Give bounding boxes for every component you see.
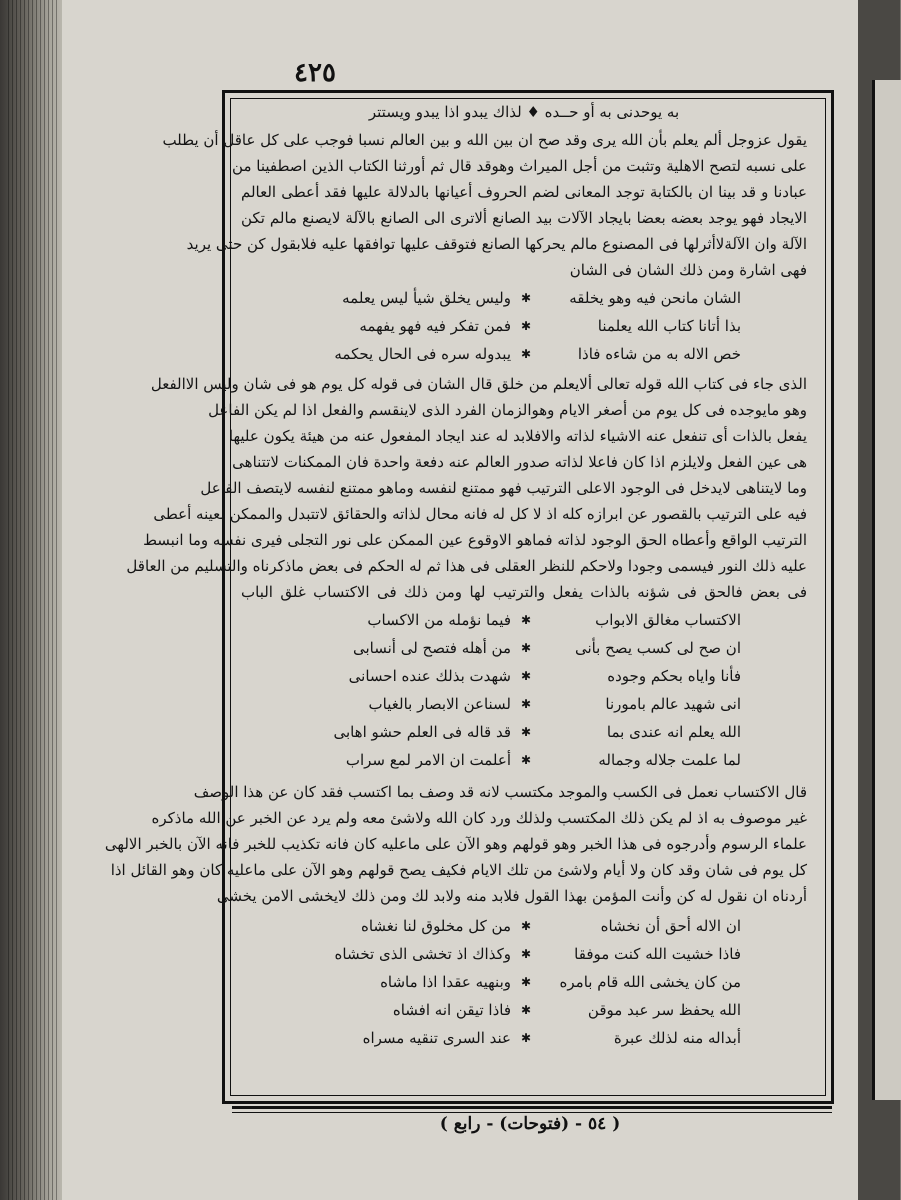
- verse-hemistich: من كل مخلوق لنا نغشاه: [361, 917, 511, 935]
- printer-signature: ( ٥٤ - (فتوحات) - رابع ): [439, 1114, 621, 1134]
- text-line: عبادنا و قد بينا ان بالكتابة توجد المعانى لضم الحروف أعيانها بالدلالة عليها فقد أعطى العالم: [241, 183, 807, 201]
- text-line: أردناه ان نقول له كن وأنت المؤمن بهذا القول فلابد منه ولابد لك ومن ذلك لايخشى الامن يخشى: [216, 887, 807, 905]
- verse-hemistich: الله يعلم انه عندى بما: [606, 723, 741, 741]
- text-line: وهو مايوجده فى كل يوم من أصغر الايام وهوالزمان الفرد الذى لاينقسم والفعل اذا لم يكن الفاعل: [208, 401, 807, 419]
- verse-hemistich: لما علمت جلاله وجماله: [598, 751, 741, 769]
- text-line: يقول عزوجل ألم يعلم بأن الله يرى وقد صح ان بين الله و بين العالم نسبا فوجب على كل عاقل أن يطلب: [162, 131, 807, 149]
- verse-hemistich: فاذا تيقن انه افشاه: [392, 1001, 511, 1019]
- verse: الشان مانحن فيه وهو يخلقه ✱ وليس يخلق شيأ ليس يعلمه: [311, 285, 741, 311]
- verse: لما علمت جلاله وجماله ✱ أعلمت ان الامر لمع سراب: [311, 747, 741, 773]
- verse-hemistich: فأنا واياه بحكم وجوده: [607, 667, 741, 685]
- verse-hemistich: من كان يخشى الله قام بامره: [559, 973, 741, 991]
- verse-hemistich: وكذاك اذ تخشى الذى تخشاه: [334, 945, 511, 963]
- text-line: الترتيب الواقع وأعطاه الحق الوجود لذاته فماهو الاوقوع عين الممكن على نور التجلى فيرى نفسه وما انبسط: [143, 531, 807, 549]
- text-line: كل يوم فى شان وقد كان ولا أيام ولاشئ من تلك الايام فكيف يصح قولهم وهو الآن على ماعليه كان وهو القائل اذا: [110, 861, 807, 879]
- verse-hemistich: من أهله فتصح لى أنسابى: [352, 639, 511, 657]
- facing-page-edge: [858, 0, 900, 1200]
- verse-hemistich: عند السرى تنقيه مسراه: [362, 1029, 511, 1047]
- text-line: الذى جاء فى كتاب الله قوله تعالى ألايعلم من خلق قال الشان فى قوله كل يوم هو فى شان وليس الاالفعل: [150, 375, 807, 393]
- verse: الله يحفظ سر عبد موقن ✱ فاذا تيقن انه افشاه: [311, 997, 741, 1023]
- footer-rule: [232, 1112, 832, 1113]
- text-line: هى عين الفعل ولايلزم اذا كان فاعلا لذاته صدور العالم عنه دفعة واحدة فان الممكنات لاتتناهى: [232, 453, 807, 471]
- verse-hemistich: فاذا خشيت الله كنت موفقا: [574, 945, 741, 963]
- verse: فأنا واياه بحكم وجوده ✱ شهدت بذلك عنده احسانى: [311, 663, 741, 689]
- text-line: علماء الرسوم وأدرجوه فى هذا الخبر وهو قولهم وهو الآن على ماعليه كان فانه تكذيب للخبر فانه الآن بالخبر الالهى: [104, 835, 807, 853]
- verse-hemistich: أعلمت ان الامر لمع سراب: [345, 751, 511, 769]
- verse: ان صح لى كسب يصح بأنى ✱ من أهله فتصح لى أنسابى: [311, 635, 741, 661]
- verse-hemistich: أبداله منه لذلك عبرة: [613, 1029, 741, 1047]
- verse-hemistich: بذا أتانا كتاب الله يعلمنا: [597, 317, 741, 335]
- text-line: الايجاد فهو يوجد بعضه بعضا بايجاد الآلات بيد الصانع ألاترى الى الصانع بالآلة لايصنع مالم تكن: [241, 209, 807, 227]
- text-line: يفعل بالذات أى تنفعل عنه الاشياء لذاته والافلابد له عند ايجاد المفعول عنه من هيئة يكون عليها: [228, 427, 807, 445]
- verse: الاكتساب مغالق الابواب ✱ فيما نؤمله من الاكساب: [311, 607, 741, 633]
- text-line: فيه على الترتيب بالقصور عن ابرازه كله اذ لا كل له فانه محال لذاته والحقائق لاتتبدل والممكن لعينه أعطى: [153, 505, 807, 523]
- verse-hemistich: خص الاله به من شاءه فاذا: [577, 345, 741, 363]
- verse: أبداله منه لذلك عبرة ✱ عند السرى تنقيه مسراه: [311, 1025, 741, 1051]
- verse-hemistich: وليس يخلق شيأ ليس يعلمه: [342, 289, 511, 307]
- text-line: فى بعض فالحق فى شؤنه بالذات يفعل والترتيب لها ومن ذلك فى الاكتساب غلق الباب: [241, 583, 807, 601]
- verse: انى شهيد عالم بامورنا ✱ لسناعن الابصار بالغياب: [311, 691, 741, 717]
- verse: من كان يخشى الله قام بامره ✱ وبنهيه عقدا اذا ماشاه: [311, 969, 741, 995]
- verse: فاذا خشيت الله كنت موفقا ✱ وكذاك اذ تخشى الذى تخشاه: [311, 941, 741, 967]
- verse-hemistich: ان الاله أحق أن نخشاه: [600, 917, 741, 935]
- text-frame: [104, 90, 834, 1104]
- verse-hemistich: وبنهيه عقدا اذا ماشاه: [380, 973, 511, 991]
- text-body: [104, 99, 807, 1089]
- verse-hemistich: قد قاله فى العلم حشو اهابى: [333, 723, 511, 741]
- page-number: ٤٢٥: [294, 58, 336, 88]
- text-line: غير موصوف به اذ لم يكن ذلك المكتسب ولذلك ورد كان الله ولاشئ معه ولم يرد عن الخبر عن الله ماذكره: [151, 809, 807, 827]
- verse-hemistich: شهدت بذلك عنده احسانى: [348, 667, 511, 685]
- text-line: وما لايتناهى لايدخل فى الوجود الاعلى الترتيب فهو ممتنع لنفسه وماهو ممتنع لنفسه لايتصف الفاعل: [200, 479, 807, 497]
- section-heading: فهى اشارة ومن ذلك الشان فى الشان: [569, 261, 807, 279]
- verse-hemistich: الله يحفظ سر عبد موقن: [587, 1001, 741, 1019]
- verse: خص الاله به من شاءه فاذا ✱ يبدوله سره فى الحال يحكمه: [311, 341, 741, 367]
- verse-hemistich: فيما نؤمله من الاكساب: [367, 611, 511, 629]
- verse-hemistich: ان صح لى كسب يصح بأنى: [574, 639, 741, 657]
- text-line: قال الاكتساب نعمل فى الكسب والموجد مكتسب لانه قد وصف بما اكتسب فقد كان عن هذا الوصف: [193, 783, 807, 801]
- verse-hemistich: الاكتساب مغالق الابواب: [595, 611, 741, 629]
- text-line: على نسبه لتصح الاهلية وتثبت من أجل الميراث وهوقد قال ثم أورثنا الكتاب الذين اصطفينا من: [232, 157, 807, 175]
- verse-hemistich: انى شهيد عالم بامورنا: [605, 695, 741, 713]
- verse: ان الاله أحق أن نخشاه ✱ من كل مخلوق لنا نغشاه: [311, 913, 741, 939]
- text-line: به يوحدنى به أو حــده ♦ لذاك يبدو اذا يبدو ويستتر: [368, 103, 680, 121]
- verse: بذا أتانا كتاب الله يعلمنا ✱ فمن تفكر فيه فهو يفهمه: [311, 313, 741, 339]
- verse-hemistich: لسناعن الابصار بالغياب: [368, 695, 511, 713]
- verse-hemistich: فمن تفكر فيه فهو يفهمه: [359, 317, 511, 335]
- text-line: عليه ذلك النور فيسمى وجودا ولاحكم للنظر العقلى فى هذا ثم له الحكم فى بعض ماذكرناه والتسليم من العاقل: [126, 557, 807, 575]
- verse-hemistich: الشان مانحن فيه وهو يخلقه: [569, 289, 741, 307]
- text-line: الآلة وان الآلةلاأثرلها فى المصنوع مالم يحركها الصانع فتوقف عليها توافقها عليه فلابقول كن حتى يريد: [186, 235, 807, 253]
- verse: الله يعلم انه عندى بما ✱ قد قاله فى العلم حشو اهابى: [311, 719, 741, 745]
- verse-hemistich: يبدوله سره فى الحال يحكمه: [334, 345, 511, 363]
- footer-rule: [232, 1106, 832, 1109]
